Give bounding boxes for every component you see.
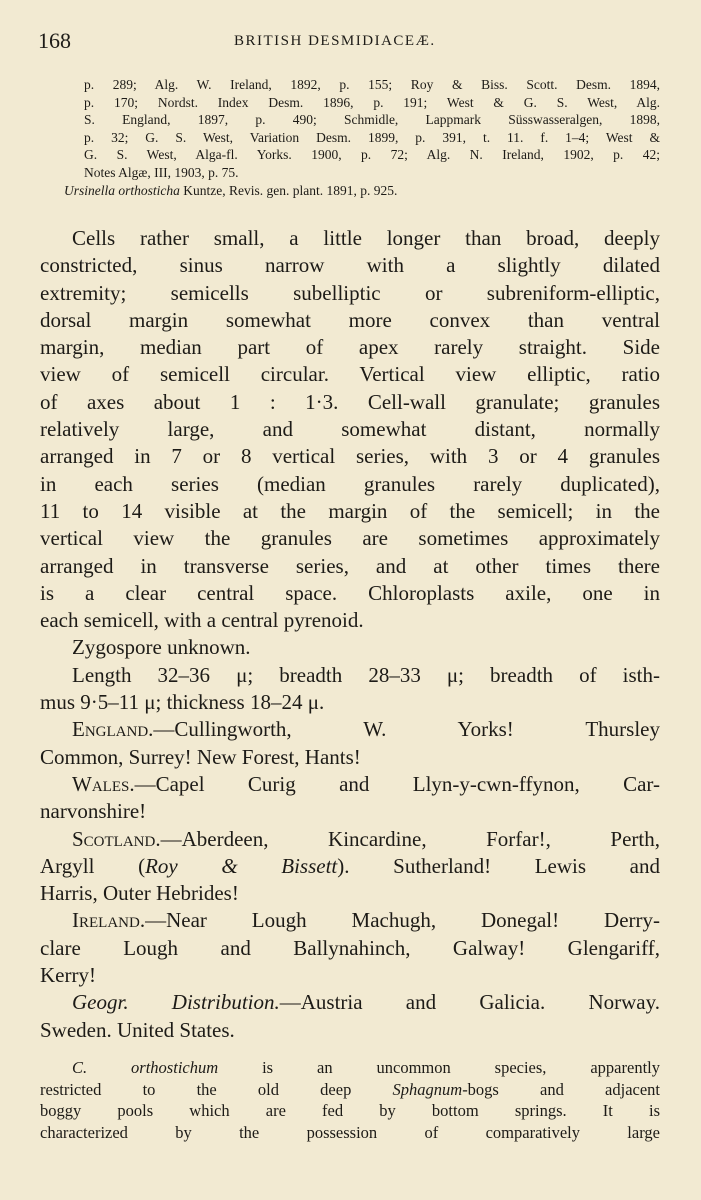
reference-line: p. 170; Nordst. Index Desm. 1896, p. 191; West & G. S. West, Alg. <box>84 94 660 110</box>
note-line: characterized by the possession of comparatively large <box>40 1122 660 1142</box>
references-block <box>64 76 660 199</box>
genus-name: Sphagnum <box>392 1079 463 1099</box>
description-line: view of semicell circular. Vertical view elliptic, ratio <box>40 362 660 387</box>
description-line: is a clear central space. Chloroplasts axile, one in <box>40 580 660 605</box>
note-line: boggy pools which are fed by bottom springs. It is <box>40 1101 660 1120</box>
description-line: relatively large, and somewhat distant, normally <box>40 417 660 442</box>
reference-line: Notes Algæ, III, 1903, p. 75. <box>84 164 239 180</box>
distribution-wales: Wales.—Capel Curig and Llyn-y-cwn-ffynon, Car- <box>72 771 660 796</box>
note-line: restricted to the old deep Sphagnum-bogs and adjacent <box>40 1079 661 1099</box>
distribution-england: England.—Cullingworth, W. Yorks! Thursley <box>72 717 660 742</box>
reference-line: S. England, 1897, p. 490; Schmidle, Lappmark Süsswasseralgen, 1898, <box>84 112 660 128</box>
page-header <box>38 28 663 58</box>
distribution-wales-cont: narvonshire! <box>40 799 147 824</box>
measurement-line: Length 32–36 μ; breadth 28–33 μ; breadth of isth- <box>72 662 660 687</box>
synonym-line <box>64 182 660 200</box>
taxon-name: C. orthostichum <box>72 1058 219 1077</box>
description-line: extremity; semicells subelliptic or subreniform-elliptic, <box>40 280 660 305</box>
description-line: 11 to 14 visible at the margin of the semicell; in the <box>40 498 660 523</box>
note-paragraph <box>40 1057 660 1143</box>
distribution-scotland: Scotland.—Aberdeen, Kincardine, Forfar!, Perth, <box>72 826 660 851</box>
zygospore-line: Zygospore unknown. <box>72 635 251 660</box>
distribution-ireland: Ireland.—Near Lough Machugh, Donegal! Derry- <box>72 908 660 933</box>
description-line: margin, median part of apex rarely straight. Side <box>40 335 660 360</box>
description-line: dorsal margin somewhat more convex than ventral <box>40 307 660 332</box>
distribution-scotland-cont: Argyll (Roy & Bissett). Sutherland! Lewis and <box>40 853 660 878</box>
distribution-england-cont: Common, Surrey! New Forest, Hants! <box>40 744 361 769</box>
region-label: Ireland. <box>72 908 146 933</box>
note-line: C. orthostichum is an uncommon species, apparently <box>72 1058 660 1077</box>
running-title: BRITISH DESMIDIACEÆ. <box>234 33 436 49</box>
description-line: of axes about 1 : 1·3. Cell-wall granulate; granules <box>40 389 660 414</box>
collector-names: Roy & Bissett <box>145 853 338 878</box>
distribution-ireland-cont: clare Lough and Ballynahinch, Galway! Glengariff, <box>40 935 660 960</box>
region-label: Scotland. <box>72 826 161 851</box>
description-line: in each series (median granules rarely duplicated), <box>40 471 660 496</box>
synonym-name: Ursinella orthosticha <box>64 182 180 198</box>
reference-line: p. 32; G. S. West, Variation Desm. 1899, p. 391, t. 11. f. 1–4; West & <box>84 129 660 145</box>
description-line: constricted, sinus narrow with a slightly dilated <box>40 253 660 278</box>
measurement-line: mus 9·5–11 μ; thickness 18–24 μ. <box>40 690 325 715</box>
description-line: arranged in transverse series, and at other times there <box>40 553 660 578</box>
description-line: each semicell, with a central pyrenoid. <box>40 608 364 633</box>
synonym-citation: Kuntze, Revis. gen. plant. 1891, p. 925. <box>183 182 398 198</box>
distribution-geographic-cont: Sweden. United States. <box>40 1017 235 1042</box>
page-number: 168 <box>38 28 71 53</box>
reference-line: p. 289; Alg. W. Ireland, 1892, p. 155; Roy & Biss. Scott. Desm. 1894, <box>84 77 660 92</box>
region-label: Wales. <box>72 771 135 796</box>
region-label: Geogr. Distribution. <box>72 990 280 1015</box>
description-line: arranged in 7 or 8 vertical series, with 3 or 4 granules <box>40 444 660 469</box>
distribution-scotland-cont: Harris, Outer Hebrides! <box>40 881 239 906</box>
description-line: Cells rather small, a little longer than broad, deeply <box>72 226 660 250</box>
main-text <box>40 225 660 1044</box>
description-line: vertical view the granules are sometimes approximately <box>40 526 660 551</box>
distribution-geographic: Geogr. Distribution.—Austria and Galicia. Norway. <box>72 990 660 1015</box>
region-label: England. <box>72 717 154 742</box>
reference-line: G. S. West, Alga-fl. Yorks. 1900, p. 72; Alg. N. Ireland, 1902, p. 42; <box>84 147 660 163</box>
distribution-ireland-cont: Kerry! <box>40 963 96 988</box>
